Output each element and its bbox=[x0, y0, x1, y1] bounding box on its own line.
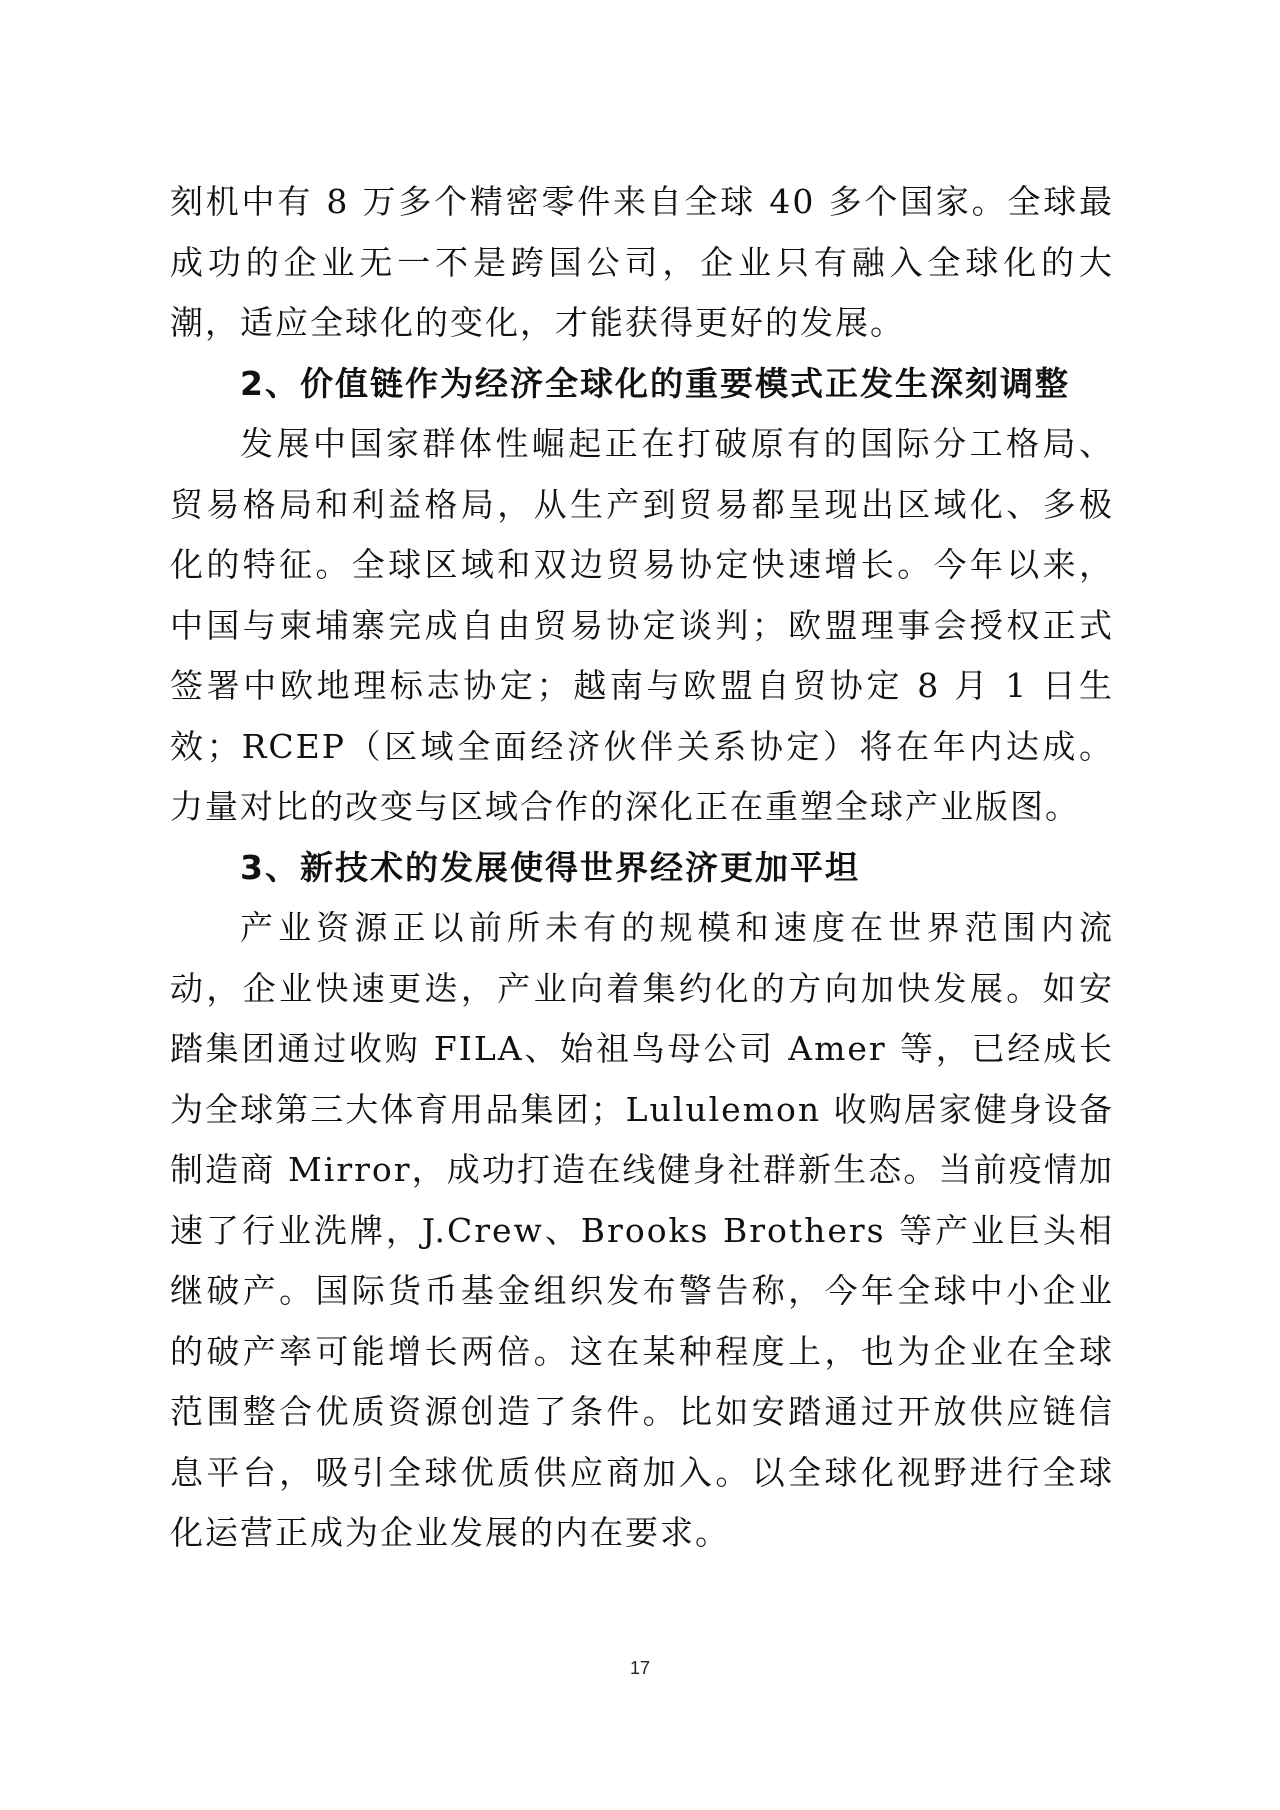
section-heading-3: 3、新技术的发展使得世界经济更加平坦 bbox=[240, 847, 860, 887]
page-number: 17 bbox=[629, 1658, 651, 1678]
paragraph-new-technology: 产业资源正以前所未有的规模和速度在世界范围内流动，企业快速更迭，产业向着集约化的方向加快发展。如安踏集团通过收购 FILA、始祖鸟母公司 Amer 等，已经成长为全球第三大体育用品集团；Lululemon 收购居家健身设备制造商 Mirror，成功打造在线健身社群新生态。当前疫情加速了行业洗牌，J.Crew、Brooks Brothers 等产业巨头相继破产。国际货币基金组织发布警告称，今年全球中小企业的破产率可能增长两倍。这在某种程度上，也为企业在全球范围整合优质资源创造了条件。比如安踏通过开放供应链信息平台，吸引全球优质供应商加入。以全球化视野进行全球化运营正成为企业发展的内在要求。 bbox=[170, 908, 1114, 1552]
paragraph-continuation: 刻机中有 8 万多个精密零件来自全球 40 多个国家。全球最成功的企业无一不是跨国公司，企业只有融入全球化的大潮，适应全球化的变化，才能获得更好的发展。 bbox=[170, 182, 1114, 342]
document-body bbox=[170, 172, 1114, 1564]
section-heading-2: 2、价值链作为经济全球化的重要模式正发生深刻调整 bbox=[240, 363, 1070, 403]
paragraph-value-chain: 发展中国家群体性崛起正在打破原有的国际分工格局、贸易格局和利益格局，从生产到贸易都呈现出区域化、多极化的特征。全球区域和双边贸易协定快速增长。今年以来，中国与柬埔寨完成自由贸易协定谈判；欧盟理事会授权正式签署中欧地理标志协定；越南与欧盟自贸协定 8 月 1 日生效；RCEP（区域全面经济伙伴关系协定）将在年内达成。力量对比的改变与区域合作的深化正在重塑全球产业版图。 bbox=[170, 424, 1114, 826]
